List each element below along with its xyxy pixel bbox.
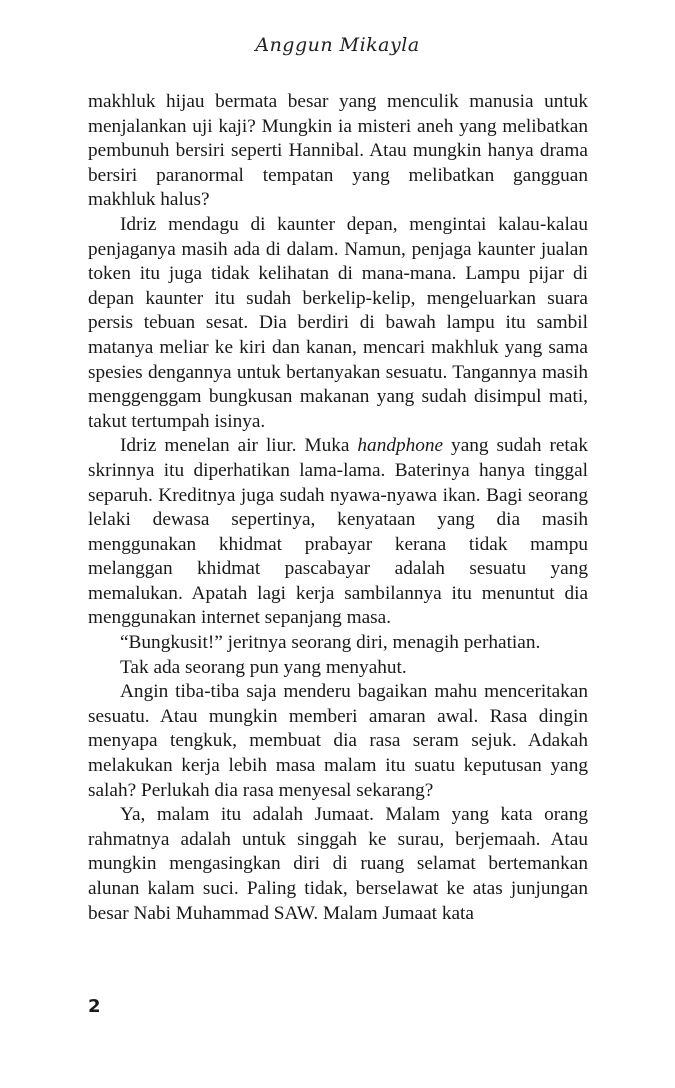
paragraph-3-text-start: Idriz menelan air liur. Muka	[120, 435, 358, 457]
paragraph-6: Angin tiba-tiba saja menderu bagaikan mahu menceritakan sesuatu. Atau mungkin memberi amaran awal. Rasa dingin menyapa tengkuk, membuat dia rasa seram sejuk. Adakah melakukan kerja lebih masa malam itu suatu keputusan yang salah? Perlukah dia rasa menyesal sekarang?	[88, 681, 588, 801]
paragraph-5: Tak ada seorang pun yang menyahut.	[120, 656, 407, 678]
paragraph-2: Idriz mendagu di kaunter depan, mengintai kalau-kalau penjaganya masih ada di dalam. Namun, penjaga kaunter jualan token itu juga tidak kelihatan di mana-mana. Lampu pijar di depan kaunter itu sudah berkelip-kelip, mengeluarkan suara persis tebuan sesat. Dia berdiri di bawah lampu itu sambil matanya meliar ke kiri dan kanan, mencari makhluk yang sama spesies dengannya untuk bertanyakan sesuatu. Tangannya masih menggenggam bungkusan makanan yang sudah disimpul mati, takut tertumpah isinya.	[88, 213, 588, 432]
paragraph-4: “Bungkusit!” jeritnya seorang diri, menagih perhatian.	[120, 632, 541, 654]
paragraph-1: makhluk hijau bermata besar yang menculik manusia untuk menjalankan uji kaji? Mungkin ia misteri aneh yang melibatkan pembunuh bersiri seperti Hannibal. Atau mungkin hanya drama bersiri paranormal tempatan yang melibatkan gangguan makhluk halus?	[88, 91, 588, 211]
running-head-title: Anggun Mikayla	[255, 34, 420, 56]
page-number: 2	[88, 996, 101, 1017]
paragraph-3	[88, 434, 588, 631]
body-text	[88, 90, 588, 926]
paragraph-3-text-end: yang sudah retak skrinnya itu diperhatikan lama-lama. Baterinya hanya tinggal separuh. Kreditnya juga sudah nyawa-nyawa ikan. Bagi seorang lelaki dewasa sepertinya, kenyataan yang dia masih menggunakan khidmat prabayar kerana tidak mampu melanggan khidmat pascabayar adalah sesuatu yang memalukan. Apatah lagi kerja sambilannya itu menuntut dia menggunakan internet sepanjang masa.	[88, 435, 588, 629]
paragraph-7: Ya, malam itu adalah Jumaat. Malam yang kata orang rahmatnya adalah untuk singgah ke surau, berjemaah. Atau mungkin mengasingkan diri di ruang selamat bertemankan alunan kalam suci. Paling tidak, berselawat ke atas junjungan besar Nabi Muhammad SAW. Malam Jumaat kata	[88, 804, 588, 924]
paragraph-3-italic-word: handphone	[357, 435, 444, 457]
